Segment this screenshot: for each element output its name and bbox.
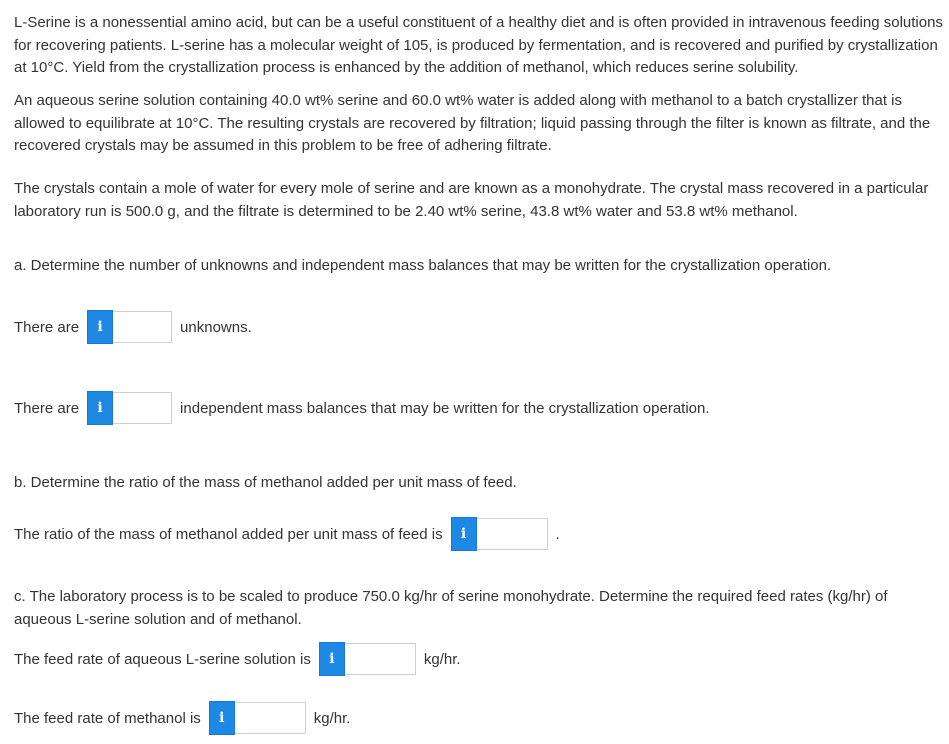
methanol-feed-rate-unit: kg/hr. (313, 709, 351, 727)
mass-balances-prefix: There are (14, 399, 80, 417)
methanol-feed-rate-answer-row (14, 701, 350, 735)
methanol-feed-rate-input[interactable] (235, 702, 306, 734)
serine-feed-rate-prefix: The feed rate of aqueous L-serine solution is (14, 650, 311, 668)
intro-paragraph-3: The crystals contain a mole of water for every mole of serine and are known as a monohydrate. The crystal mass recovered in a particular laboratory run is 500.0 g, and the filtrate is determined to be 2.40 wt% serine, 43.8 wt% water and 53.8 wt% methanol. (14, 180, 929, 220)
unknowns-suffix: unknowns. (180, 318, 252, 336)
part-a-question: a. Determine the number of unknowns and independent mass balances that may be written for the crystallization operation. (14, 257, 832, 274)
methanol-feed-rate-prefix: The feed rate of methanol is (14, 709, 201, 727)
info-icon[interactable]: i (87, 391, 113, 425)
unknowns-input[interactable] (113, 311, 172, 343)
methanol-ratio-input[interactable] (477, 518, 548, 550)
mass-balances-input[interactable] (113, 392, 172, 424)
serine-feed-rate-answer-row (14, 642, 461, 676)
intro-paragraph-1: L-Serine is a nonessential amino acid, but can be a useful constituent of a healthy diet and is often provided in intravenous feeding solutions for recovering patients. L-serine has a molecular weight of 105, is produced by fermentation, and is recovered and purified by crystallization at 10°C. Yield from the crystallization process is enhanced by the addition of methanol, which reduces serine solubility. (14, 14, 943, 76)
mass-balances-answer-row (14, 391, 710, 425)
unknowns-answer-row (14, 310, 252, 344)
info-icon[interactable]: i (451, 517, 477, 551)
methanol-ratio-prefix: The ratio of the mass of methanol added per unit mass of feed is (14, 525, 443, 543)
part-c-question: c. The laboratory process is to be scaled to produce 750.0 kg/hr of serine monohydrate. Determine the required feed rates (kg/hr) of aqueous L-serine solution and of methanol. (14, 588, 888, 628)
serine-feed-rate-unit: kg/hr. (423, 650, 461, 668)
intro-paragraph-2: An aqueous serine solution containing 40.0 wt% serine and 60.0 wt% water is added along with methanol to a batch crystallizer that is allowed to equilibrate at 10°C. The resulting crystals are recovered by filtration; liquid passing through the filter is known as filtrate, and the recovered crystals may be assumed in this problem to be free of adhering filtrate. (14, 92, 931, 154)
mass-balances-suffix: independent mass balances that may be written for the crystallization operation. (180, 399, 710, 417)
info-icon[interactable]: i (209, 701, 235, 735)
unknowns-prefix: There are (14, 318, 80, 336)
part-b-question: b. Determine the ratio of the mass of methanol added per unit mass of feed. (14, 474, 517, 491)
serine-feed-rate-input[interactable] (345, 643, 416, 675)
methanol-ratio-suffix: . (555, 525, 560, 543)
methanol-ratio-answer-row (14, 517, 560, 551)
info-icon[interactable]: i (87, 310, 113, 344)
info-icon[interactable]: i (319, 642, 345, 676)
